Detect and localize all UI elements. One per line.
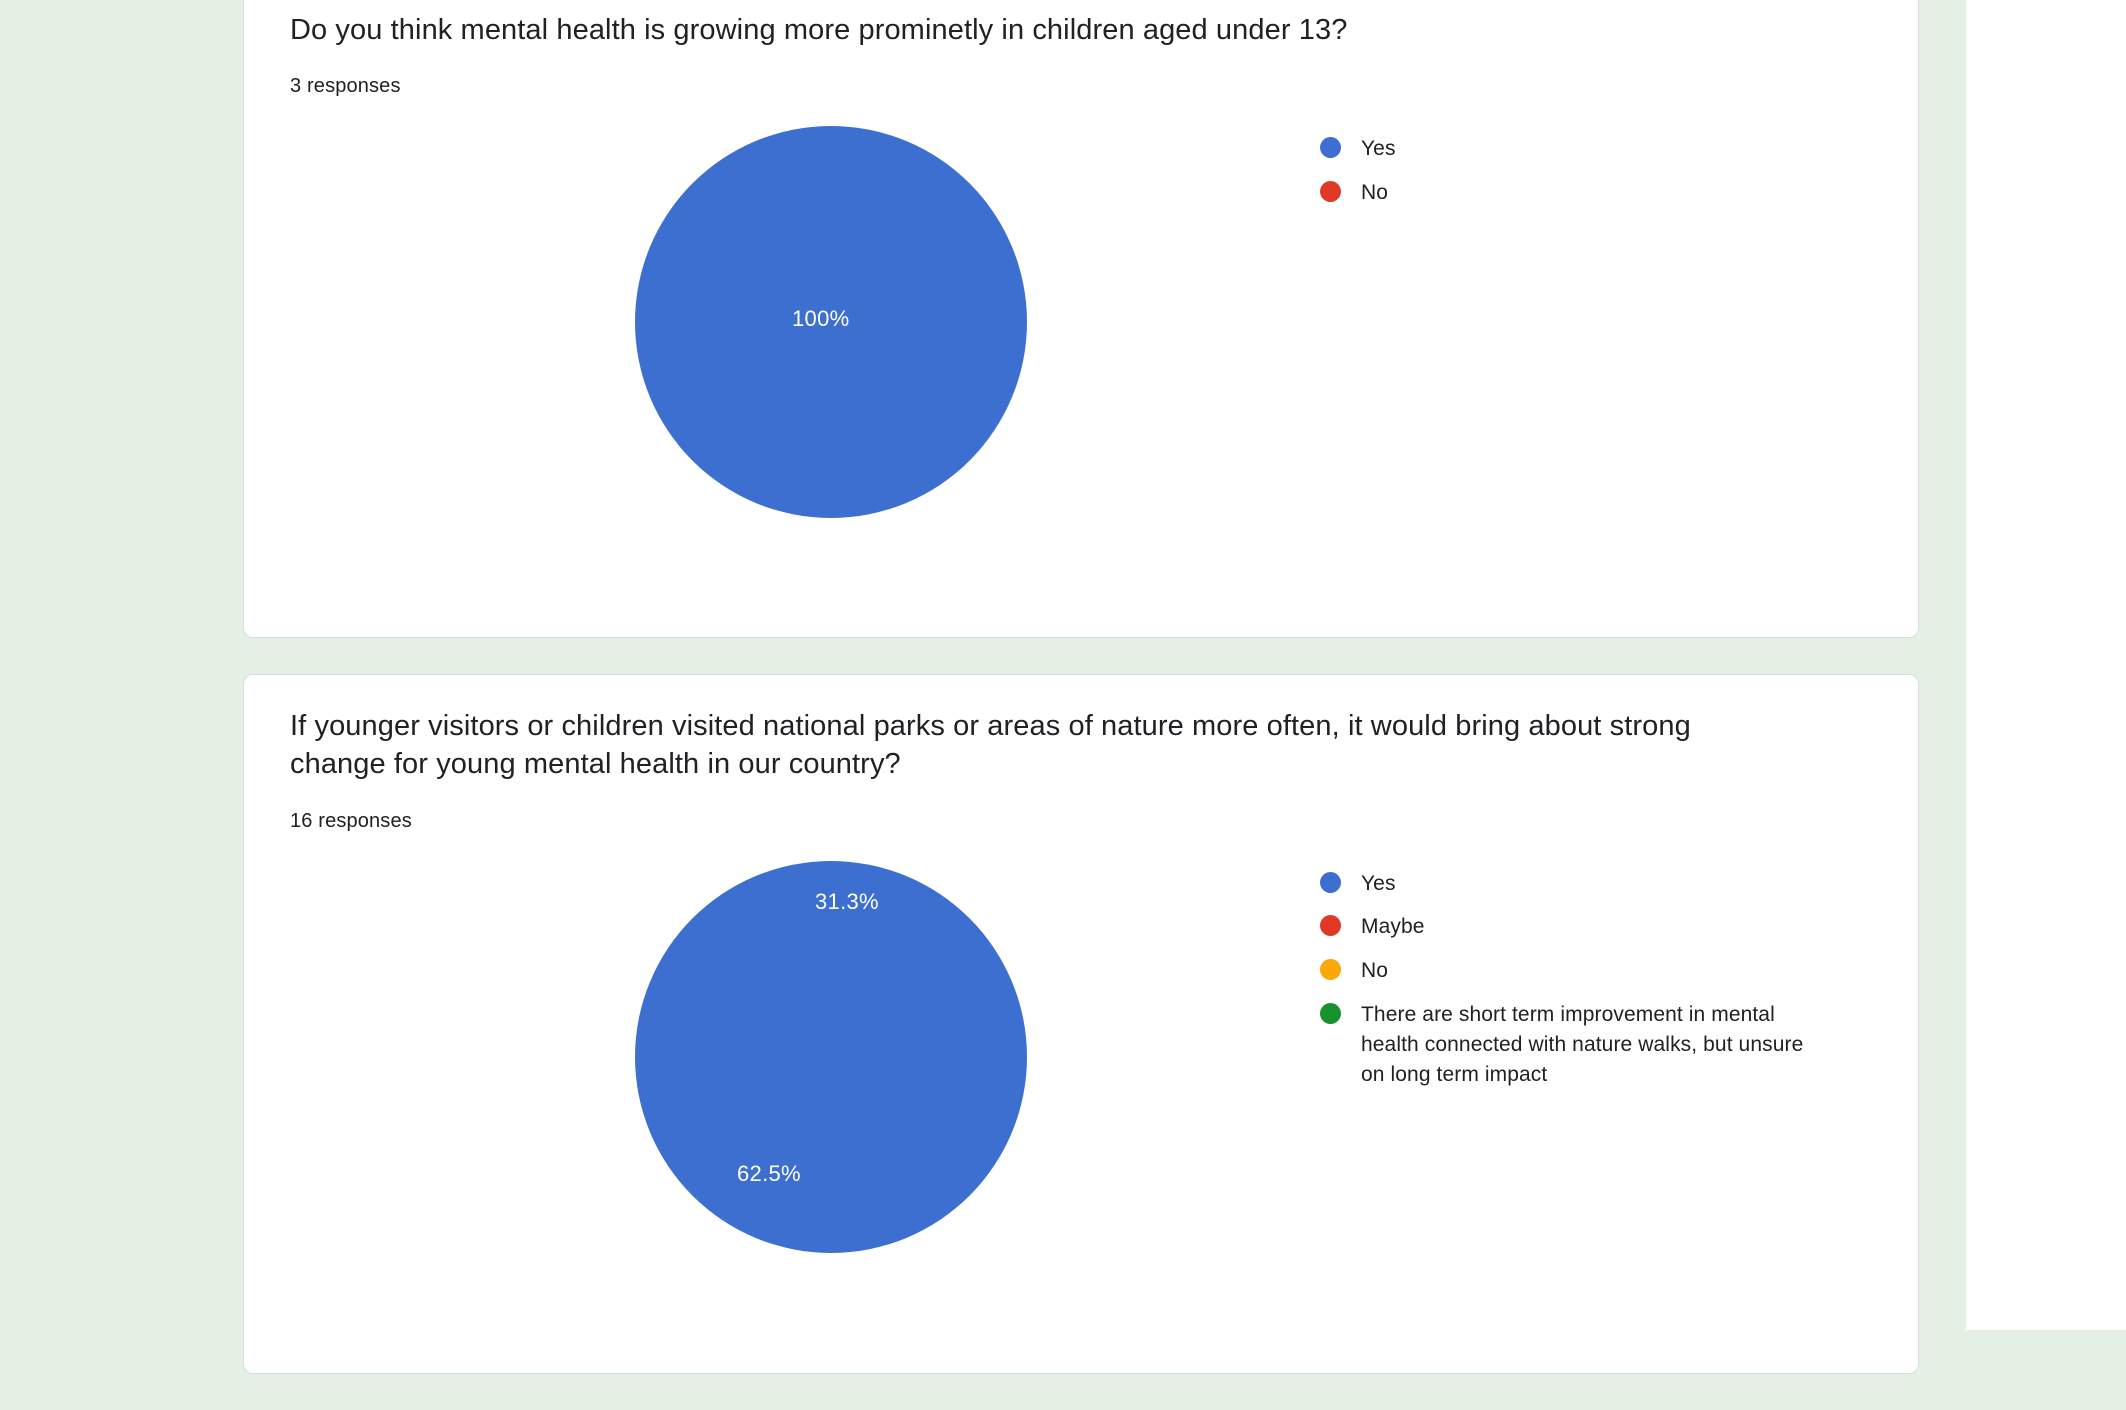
slice-label-maybe: 31.3% (815, 888, 879, 914)
legend-color-swatch (1320, 1003, 1341, 1024)
pie-graphic (635, 126, 1027, 518)
legend-item (1320, 134, 1840, 164)
page-right-gutter (1966, 0, 2126, 1330)
pie-chart (290, 126, 1872, 546)
legend-color-swatch (1320, 959, 1341, 980)
legend-item (1320, 1000, 1840, 1089)
legend-color-swatch (1320, 181, 1341, 202)
legend-label: There are short term improvement in mental health connected with nature walks, but unsure on long term impact (1361, 1002, 1804, 1086)
legend-label: No (1361, 181, 1389, 205)
legend-color-swatch (1320, 915, 1341, 936)
response-count: 16 responses (290, 809, 412, 832)
pie-slices (635, 861, 1027, 1253)
question-card (243, 674, 1919, 1374)
legend-color-swatch (1320, 137, 1341, 158)
slice-label-yes: 100% (792, 306, 850, 332)
legend-label: Yes (1361, 137, 1396, 161)
legend-label: Yes (1361, 871, 1396, 895)
legend-item (1320, 869, 1840, 899)
legend-color-swatch (1320, 872, 1341, 893)
question-title: Do you think mental health is growing more prominetly in children aged under 13? (290, 14, 1348, 46)
pie-graphic (635, 861, 1027, 1253)
pie-chart (290, 861, 1872, 1281)
question-card-list (243, 0, 1919, 1410)
chart-legend (1320, 869, 1840, 1104)
legend-label: No (1361, 959, 1389, 983)
question-card (243, 0, 1919, 638)
legend-item (1320, 912, 1840, 942)
chart-legend (1320, 134, 1840, 222)
legend-item (1320, 178, 1840, 208)
legend-label: Maybe (1361, 915, 1425, 939)
response-count: 3 responses (290, 75, 401, 98)
legend-item (1320, 956, 1840, 986)
question-title: If younger visitors or children visited national parks or areas of nature more often, it would bring about strong change for young mental health in our country? (290, 710, 1691, 781)
slice-label-yes: 62.5% (737, 1160, 801, 1186)
